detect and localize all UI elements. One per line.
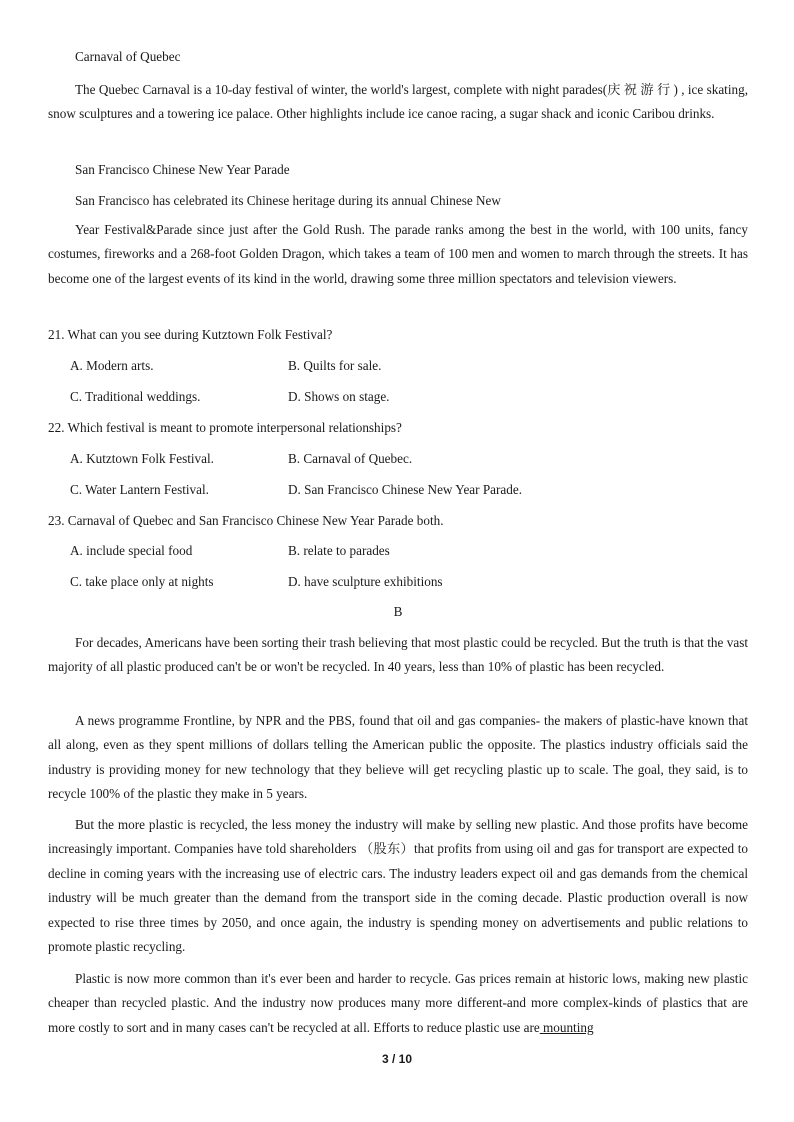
question-23-option-a[interactable]: A. include special food bbox=[70, 543, 193, 558]
quebec-title: Carnaval of Quebec bbox=[75, 49, 181, 64]
underlined-word-mounting: mounting bbox=[539, 1019, 594, 1035]
question-21-option-d[interactable]: D. Shows on stage. bbox=[288, 389, 390, 404]
question-21-option-a[interactable]: A. Modern arts. bbox=[70, 358, 154, 373]
question-21-stem: 21. What can you see during Kutztown Folk Festival? bbox=[48, 327, 333, 342]
section-b-paragraph-4-text: Plastic is now more common than it's ever been and harder to recycle. Gas prices remain at historic lows, making new plastic cheaper than recycled plastic. And the industry now produces many more different-and more complex-kinds of plastics that are more costly to sort and in many cases can't be recycled at all. Efforts to reduce plastic use are bbox=[48, 971, 748, 1035]
question-23-stem: 23. Carnaval of Quebec and San Francisco Chinese New Year Parade both. bbox=[48, 513, 444, 528]
question-23-option-d[interactable]: D. have sculpture exhibitions bbox=[288, 574, 443, 589]
section-b-paragraph-3 bbox=[48, 813, 748, 959]
question-22-option-a[interactable]: A. Kutztown Folk Festival. bbox=[70, 451, 214, 466]
question-21-option-b[interactable]: B. Quilts for sale. bbox=[288, 358, 382, 373]
page-number: 3 / 10 bbox=[381, 1052, 413, 1066]
sf-first-line: San Francisco has celebrated its Chinese heritage during its annual Chinese New bbox=[75, 193, 501, 208]
section-b-heading: B bbox=[393, 604, 403, 619]
question-22-option-c[interactable]: C. Water Lantern Festival. bbox=[70, 482, 209, 497]
section-b-paragraph-2-text: A news programme Frontline, by NPR and the PBS, found that oil and gas companies- the makers of plastic-have known that all along, even as they spent millions of dollars telling the American public the opposite. The plastics industry officials said the industry is providing money for new technology that they believe will get recycling plastic up to scale. The goal, they said, is to recycle 100% of the plastic they make in 5 years. bbox=[48, 713, 748, 802]
quebec-paragraph bbox=[48, 78, 748, 127]
question-21-option-c[interactable]: C. Traditional weddings. bbox=[70, 389, 201, 404]
question-23-option-b[interactable]: B. relate to parades bbox=[288, 543, 390, 558]
question-22-option-b[interactable]: B. Carnaval of Quebec. bbox=[288, 451, 413, 466]
section-b-paragraph-2 bbox=[48, 709, 748, 807]
quebec-body: The Quebec Carnaval is a 10-day festival of winter, the world's largest, complete with night parades(庆 祝 游 行 ) , ice skating, snow sculptures and a towering ice palace. Other highlights include ice canoe racing, a sugar shack and iconic Caribou drinks. bbox=[48, 82, 748, 122]
question-22-option-d[interactable]: D. San Francisco Chinese New Year Parade. bbox=[288, 482, 523, 497]
section-b-paragraph-1-text: For decades, Americans have been sorting their trash believing that most plastic could be recycled. But the truth is that the vast majority of all plastic produced can't be or won't be recycled. In 40 years, less than 10% of plastic has been recycled. bbox=[48, 635, 748, 675]
question-23-option-c[interactable]: C. take place only at nights bbox=[70, 574, 214, 589]
section-b-paragraph-3-text: But the more plastic is recycled, the less money the industry will make by selling new plastic. And those profits have become increasingly important. Companies have told shareholders （股东）that profits from using oil and gas for transport are expected to decline in coming years with the increasing use of electric cars. The industry leaders expect oil and gas demands from the chemical industry will be much greater than the demand from the transport side in the coming decade. Plastic production overall is now expected to rise three times by 2050, and once again, the industry is spending money on advertisements and public relations to promote plastic recycling. bbox=[48, 817, 748, 955]
sf-paragraph bbox=[48, 218, 748, 291]
question-22-stem: 22. Which festival is meant to promote interpersonal relationships? bbox=[48, 420, 402, 435]
section-b-paragraph-4 bbox=[48, 967, 748, 1040]
section-b-paragraph-1 bbox=[48, 631, 748, 680]
sf-body: Year Festival&Parade since just after the Gold Rush. The parade ranks among the best in the world, with 100 units, fancy costumes, fireworks and a 268-foot Golden Dragon, which takes a team of 100 men and women to march through the streets. It has become one of the largest events of its kind in the world, drawing some three million spectators and television viewers. bbox=[48, 222, 748, 286]
sf-title: San Francisco Chinese New Year Parade bbox=[75, 162, 290, 177]
